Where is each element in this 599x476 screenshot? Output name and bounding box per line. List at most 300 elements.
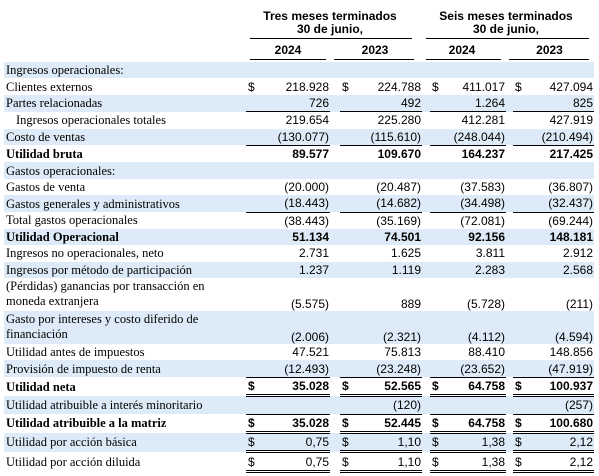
header-three-months-line2: 30 de junio, xyxy=(296,22,363,36)
currency-symbol xyxy=(513,62,531,78)
currency-symbol xyxy=(430,245,448,261)
column-gap xyxy=(506,360,513,377)
value-cell: 1.237 xyxy=(264,262,330,278)
table-row xyxy=(4,179,594,195)
row-label: Gasto por intereses y costo diferido de financiación xyxy=(4,311,246,344)
currency-symbol xyxy=(430,179,448,195)
value-cell: 225.280 xyxy=(377,113,421,128)
value-cell: 224.788 xyxy=(377,79,421,94)
currency-symbol xyxy=(340,396,358,414)
year-rule-3 xyxy=(426,59,501,60)
year-rule-1 xyxy=(250,59,326,60)
value-cell: 47.521 xyxy=(292,345,329,360)
column-gap xyxy=(422,344,430,360)
column-gap xyxy=(330,311,340,344)
column-gap xyxy=(422,245,430,261)
currency-symbol xyxy=(513,360,531,377)
value-cell xyxy=(358,162,422,178)
column-gap xyxy=(506,245,513,261)
currency-symbol: $ xyxy=(432,79,439,94)
value-cell: 2.283 xyxy=(448,262,506,278)
value-cell: (20.000) xyxy=(284,179,329,194)
row-label: Utilidad por acción básica xyxy=(4,433,246,452)
value-cell: 2.568 xyxy=(531,262,594,278)
currency-symbol: $ xyxy=(513,377,531,395)
column-gap xyxy=(422,452,430,471)
column-gap xyxy=(506,95,513,112)
row-label: Partes relacionadas xyxy=(4,95,246,112)
currency-symbol xyxy=(246,195,264,212)
currency-symbol xyxy=(513,229,531,245)
row-label: Total gastos operacionales xyxy=(6,213,138,228)
header-three-months-rule xyxy=(250,38,412,39)
column-gap xyxy=(506,129,513,146)
year-col-4: 2023 xyxy=(536,43,563,57)
row-label: Utilidad neta xyxy=(6,379,76,394)
currency-symbol xyxy=(340,360,358,377)
currency-symbol xyxy=(246,62,264,78)
value-cell: 889 xyxy=(400,297,421,312)
value-cell: 1.119 xyxy=(358,262,422,278)
currency-symbol xyxy=(430,311,448,344)
currency-symbol: $ xyxy=(513,433,531,452)
currency-symbol: $ xyxy=(430,433,448,452)
header-three-months-line1: Tres meses terminados xyxy=(263,9,397,23)
value-cell xyxy=(448,396,506,414)
currency-symbol xyxy=(246,360,264,377)
column-gap xyxy=(330,145,340,162)
value-cell: (23.652) xyxy=(448,360,506,377)
column-gap xyxy=(330,245,340,261)
value-cell xyxy=(448,62,506,78)
value-cell: 217.425 xyxy=(549,147,593,162)
value-cell: (130.077) xyxy=(264,129,330,146)
currency-symbol xyxy=(430,229,448,245)
value-cell: 825 xyxy=(531,95,594,112)
table-row xyxy=(4,452,594,471)
currency-symbol xyxy=(430,162,448,178)
currency-symbol xyxy=(513,195,531,212)
currency-symbol xyxy=(246,145,264,162)
column-gap xyxy=(330,414,340,432)
currency-symbol: $ xyxy=(342,79,349,94)
value-cell xyxy=(531,62,594,78)
currency-symbol xyxy=(513,95,531,112)
value-cell: (20.487) xyxy=(376,179,421,194)
row-label: Ingresos no operacionales, neto xyxy=(6,246,164,261)
column-gap xyxy=(422,311,430,344)
value-cell: 35.028 xyxy=(264,414,330,432)
currency-symbol xyxy=(246,344,264,360)
table-row xyxy=(4,78,594,94)
currency-symbol: $ xyxy=(246,414,264,432)
currency-symbol: $ xyxy=(246,433,264,452)
value-cell: (210.494) xyxy=(531,129,594,146)
value-cell xyxy=(448,162,506,178)
column-gap xyxy=(330,195,340,212)
currency-symbol: $ xyxy=(340,414,358,432)
currency-symbol xyxy=(246,162,264,178)
value-cell xyxy=(531,162,594,178)
column-gap xyxy=(330,360,340,377)
value-cell: (72.081) xyxy=(460,213,505,228)
currency-symbol xyxy=(513,212,531,229)
value-cell: 726 xyxy=(264,95,330,112)
column-gap xyxy=(422,95,430,112)
value-cell: (36.807) xyxy=(548,179,593,194)
currency-symbol xyxy=(430,62,448,78)
value-cell: (34.498) xyxy=(448,195,506,212)
currency-symbol xyxy=(340,195,358,212)
column-gap xyxy=(330,62,340,78)
currency-symbol xyxy=(340,179,358,195)
value-cell: (12.493) xyxy=(264,360,330,377)
row-label: (Pérdidas) ganancias por transacción en moneda extranjera xyxy=(6,279,205,309)
value-cell: 148.856 xyxy=(549,345,593,360)
value-cell: 427.919 xyxy=(549,113,593,128)
value-cell: (38.443) xyxy=(284,213,329,228)
value-cell: 100.680 xyxy=(531,414,594,432)
column-gap xyxy=(330,433,340,452)
currency-symbol: $ xyxy=(246,452,264,471)
value-cell: 2,12 xyxy=(531,452,594,471)
value-cell: 3.811 xyxy=(475,246,505,261)
currency-symbol xyxy=(340,95,358,112)
table-row xyxy=(4,95,594,112)
currency-symbol xyxy=(513,278,531,311)
value-cell: (5.728) xyxy=(466,297,505,312)
column-gap xyxy=(506,414,513,432)
currency-symbol xyxy=(430,212,448,229)
value-cell: 100.937 xyxy=(531,377,594,395)
currency-symbol: $ xyxy=(430,414,448,432)
value-cell xyxy=(264,162,330,178)
currency-symbol xyxy=(246,95,264,112)
year-col-3: 2024 xyxy=(448,43,476,57)
value-cell: (35.169) xyxy=(376,213,421,228)
table-row xyxy=(4,112,594,129)
table-row xyxy=(4,212,594,229)
currency-symbol xyxy=(340,145,358,162)
currency-symbol: $ xyxy=(340,452,358,471)
value-cell: 412.281 xyxy=(461,113,505,128)
column-gap xyxy=(422,229,430,245)
value-cell: 64.758 xyxy=(448,377,506,395)
currency-symbol: $ xyxy=(248,79,255,94)
value-cell: 51.134 xyxy=(264,229,330,245)
column-gap xyxy=(506,452,513,471)
value-cell: (115.610) xyxy=(358,129,422,146)
value-cell: 35.028 xyxy=(264,377,330,395)
column-gap xyxy=(506,229,513,245)
column-gap xyxy=(422,433,430,452)
column-gap xyxy=(330,162,340,178)
column-gap xyxy=(330,229,340,245)
currency-symbol xyxy=(430,129,448,146)
column-gap xyxy=(422,179,430,195)
table-row xyxy=(4,344,594,360)
value-cell: (211) xyxy=(565,297,593,312)
year-rule-2 xyxy=(334,59,414,60)
value-cell: (257) xyxy=(531,396,594,414)
value-cell: 74.501 xyxy=(358,229,422,245)
value-cell: (69.244) xyxy=(548,213,593,228)
currency-symbol xyxy=(246,229,264,245)
currency-symbol xyxy=(430,262,448,278)
column-gap xyxy=(506,344,513,360)
column-gap xyxy=(422,129,430,146)
header-three-months xyxy=(244,10,416,36)
table-row xyxy=(4,145,594,162)
currency-symbol xyxy=(513,344,531,360)
column-gap xyxy=(422,212,430,229)
currency-symbol xyxy=(513,129,531,146)
table-row xyxy=(4,311,594,344)
value-cell: (2.006) xyxy=(264,311,330,344)
column-gap xyxy=(330,278,340,311)
value-cell: 1,10 xyxy=(358,452,422,471)
currency-symbol: $ xyxy=(430,377,448,395)
currency-symbol xyxy=(246,311,264,344)
currency-symbol xyxy=(430,112,448,129)
currency-symbol xyxy=(340,344,358,360)
value-cell: 0,75 xyxy=(264,452,330,471)
column-gap xyxy=(422,162,430,178)
value-cell: (14.682) xyxy=(358,195,422,212)
value-cell: 148.181 xyxy=(531,229,594,245)
table-row xyxy=(4,229,594,245)
column-gap xyxy=(330,112,340,129)
column-gap xyxy=(330,377,340,395)
currency-symbol xyxy=(246,212,264,229)
currency-symbol xyxy=(340,112,358,129)
value-cell: (5.575) xyxy=(290,297,329,312)
currency-symbol xyxy=(513,245,531,261)
column-gap xyxy=(506,179,513,195)
value-cell: 52.565 xyxy=(358,377,422,395)
column-gap xyxy=(506,112,513,129)
currency-symbol xyxy=(340,129,358,146)
currency-symbol: $ xyxy=(430,452,448,471)
column-gap xyxy=(422,360,430,377)
currency-symbol xyxy=(246,278,264,311)
table-row xyxy=(4,360,594,377)
currency-symbol xyxy=(340,311,358,344)
currency-symbol xyxy=(430,95,448,112)
row-label: Gastos generales y administrativos xyxy=(4,195,246,212)
header-six-months xyxy=(421,10,591,36)
year-col-2: 2023 xyxy=(361,43,389,57)
value-cell: 92.156 xyxy=(448,229,506,245)
value-cell: 88.410 xyxy=(468,345,505,360)
column-gap xyxy=(506,278,513,311)
row-label: Utilidad atribuible a la matriz xyxy=(6,416,167,431)
column-gap xyxy=(506,62,513,78)
currency-symbol xyxy=(246,245,264,261)
currency-symbol: $ xyxy=(246,377,264,395)
value-cell: 1.264 xyxy=(448,95,506,112)
currency-symbol: $ xyxy=(340,377,358,395)
value-cell: (2.321) xyxy=(358,311,422,344)
table-row xyxy=(4,62,594,78)
column-gap xyxy=(330,78,340,94)
row-label: Utilidad por acción diluida xyxy=(6,454,141,469)
value-cell: (18.443) xyxy=(264,195,330,212)
column-gap xyxy=(330,262,340,278)
value-cell: 89.577 xyxy=(292,147,329,162)
value-cell: 52.445 xyxy=(358,414,422,432)
table-row xyxy=(4,433,594,452)
value-cell: (37.583) xyxy=(460,179,505,194)
value-cell xyxy=(264,62,330,78)
value-cell: 75.813 xyxy=(384,345,421,360)
currency-symbol xyxy=(513,396,531,414)
currency-symbol xyxy=(340,162,358,178)
currency-symbol xyxy=(246,262,264,278)
column-gap xyxy=(506,145,513,162)
value-cell xyxy=(264,396,330,414)
row-label: Utilidad atribuible a interés minoritario xyxy=(4,396,246,414)
header-six-months-line2: 30 de junio, xyxy=(472,22,539,36)
column-gap xyxy=(330,212,340,229)
column-gap xyxy=(506,262,513,278)
column-gap xyxy=(422,145,430,162)
value-cell: 492 xyxy=(358,95,422,112)
value-cell: 1,38 xyxy=(448,433,506,452)
income-statement-table xyxy=(4,62,594,473)
header-six-months-rule xyxy=(426,38,589,39)
currency-symbol xyxy=(513,112,531,129)
value-cell: 1,10 xyxy=(358,433,422,452)
value-cell: 427.094 xyxy=(549,79,593,94)
row-label: Utilidad bruta xyxy=(6,146,83,161)
table-row xyxy=(4,245,594,261)
table-row xyxy=(4,129,594,146)
currency-symbol xyxy=(340,212,358,229)
row-label: Costo de ventas xyxy=(4,129,246,146)
table-row xyxy=(4,262,594,278)
column-gap xyxy=(422,112,430,129)
column-gap xyxy=(422,278,430,311)
year-col-1: 2024 xyxy=(274,43,302,57)
table-row xyxy=(4,162,594,178)
column-gap xyxy=(330,452,340,471)
currency-symbol xyxy=(340,229,358,245)
value-cell: 1.625 xyxy=(390,246,421,261)
year-rule-4 xyxy=(509,59,589,60)
value-cell: 64.758 xyxy=(448,414,506,432)
currency-symbol xyxy=(340,278,358,311)
currency-symbol xyxy=(430,360,448,377)
currency-symbol xyxy=(340,245,358,261)
column-gap xyxy=(422,262,430,278)
row-label: Utilidad Operacional xyxy=(4,229,246,245)
table-row xyxy=(4,278,594,311)
currency-symbol xyxy=(340,262,358,278)
table-row xyxy=(4,414,594,432)
currency-symbol: $ xyxy=(513,452,531,471)
value-cell: (23.248) xyxy=(358,360,422,377)
column-gap xyxy=(330,179,340,195)
currency-symbol xyxy=(513,179,531,195)
row-label: Provisión de impuesto de renta xyxy=(4,360,246,377)
row-label: Ingresos operacionales totales xyxy=(16,113,166,128)
table-row xyxy=(4,377,594,395)
value-cell: (120) xyxy=(358,396,422,414)
table-row xyxy=(4,195,594,212)
column-gap xyxy=(422,62,430,78)
value-cell: 164.237 xyxy=(461,147,505,162)
column-gap xyxy=(506,311,513,344)
header-six-months-line1: Seis meses terminados xyxy=(439,9,573,23)
column-gap xyxy=(506,195,513,212)
column-gap xyxy=(506,377,513,395)
table-row xyxy=(4,396,594,414)
currency-symbol xyxy=(513,311,531,344)
row-label: Gastos operacionales: xyxy=(4,162,246,178)
currency-symbol xyxy=(246,396,264,414)
column-gap xyxy=(506,78,513,94)
column-gap xyxy=(330,95,340,112)
value-cell: 2.912 xyxy=(562,246,593,261)
value-cell xyxy=(358,62,422,78)
currency-symbol: $ xyxy=(515,79,522,94)
value-cell: 411.017 xyxy=(462,79,505,94)
currency-symbol xyxy=(430,278,448,311)
value-cell: 1,38 xyxy=(448,452,506,471)
value-cell: (248.044) xyxy=(448,129,506,146)
value-cell: 109.670 xyxy=(377,147,421,162)
column-gap xyxy=(330,129,340,146)
column-gap xyxy=(422,78,430,94)
value-cell: 2.731 xyxy=(298,246,329,261)
column-gap xyxy=(422,414,430,432)
value-cell: (4.112) xyxy=(448,311,506,344)
column-gap xyxy=(422,396,430,414)
row-label: Ingresos operacionales: xyxy=(4,62,246,78)
currency-symbol xyxy=(430,145,448,162)
row-label: Ingresos por método de participación xyxy=(4,262,246,278)
currency-symbol xyxy=(430,396,448,414)
column-gap xyxy=(422,377,430,395)
currency-symbol xyxy=(340,62,358,78)
currency-symbol xyxy=(513,162,531,178)
value-cell: 2,12 xyxy=(531,433,594,452)
value-cell: 218.928 xyxy=(285,79,329,94)
row-label: Utilidad antes de impuestos xyxy=(6,345,145,360)
column-gap xyxy=(330,396,340,414)
column-gap xyxy=(422,195,430,212)
row-label: Gastos de venta xyxy=(6,179,86,194)
currency-symbol xyxy=(513,145,531,162)
currency-symbol xyxy=(513,262,531,278)
currency-symbol: $ xyxy=(340,433,358,452)
column-gap xyxy=(506,396,513,414)
currency-symbol xyxy=(246,179,264,195)
value-cell: 219.654 xyxy=(285,113,329,128)
row-label: Clientes externos xyxy=(6,79,93,94)
value-cell: (4.594) xyxy=(531,311,594,344)
value-cell: 0,75 xyxy=(264,433,330,452)
currency-symbol xyxy=(430,195,448,212)
column-gap xyxy=(506,162,513,178)
currency-symbol xyxy=(430,344,448,360)
column-gap xyxy=(506,212,513,229)
currency-symbol xyxy=(246,129,264,146)
value-cell: (47.919) xyxy=(531,360,594,377)
value-cell: (32.437) xyxy=(531,195,594,212)
column-gap xyxy=(506,433,513,452)
